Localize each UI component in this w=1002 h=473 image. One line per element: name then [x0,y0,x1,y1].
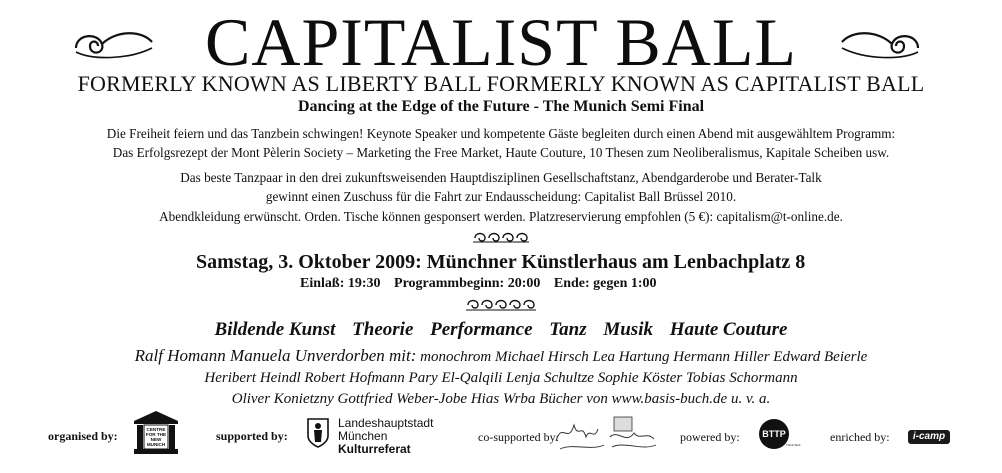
intro-line: Das beste Tanzpaar in den drei zukunftsweisenden Hauptdisziplinen Gesellschaftstanz, Abendgarderobe und Berater-Talk [180,170,822,185]
intro-paragraph-1 [0,124,1002,162]
event-subtitle: Dancing at the Edge of the Future - The Munich Semi Final [297,98,705,115]
swirl-divider-icon [471,230,531,244]
category-item: Tanz [549,319,587,340]
category-item: Bildende Kunst [214,319,336,340]
event-title: CAPITALIST BALL [205,4,797,80]
event-date-venue: Samstag, 3. Oktober 2009: Münchner Künstlerhaus am Lenbachplatz 8 [196,251,806,273]
munich-coat-of-arms-icon [307,418,329,448]
end-time: Ende: gegen 1:00 [553,276,657,291]
dress-code-line: Abendkleidung erwünscht. Orden. Tische können gesponsert werden. Platzreservierung empfohlen (5 €): capitalism@t-online.de. [159,209,843,224]
supported-by-label: supported by: [216,429,288,443]
category-item: Haute Couture [669,319,788,340]
co-sponsor-handwritten-logo-icon [552,411,660,455]
artists-line: Oliver Konietzny Gottfried Weber-Jobe Hias Wrba Bücher von www.basis-buch.de u. v. a. [231,391,771,407]
category-item: Musik [603,319,653,340]
svg-text:BTTP: BTTP [762,429,786,439]
doors-time: Einlaß: 19:30 [300,276,381,291]
formerly-known-line: FORMERLY KNOWN AS LIBERTY BALL FORMERLY KNOWN AS CAPITALIST BALL [77,71,925,96]
event-times [300,275,667,293]
intro-line: gewinnt einen Zuschuss für die Fahrt zur Endausscheidung: Capitalist Ball Brüssel 2010. [265,189,737,204]
program-start-time: Programmbeginn: 20:00 [394,276,541,291]
co-supported-by-label: co-supported by: [478,430,559,444]
lhm-line: München [338,429,388,443]
svg-text:NEW: NEW [150,437,162,442]
organised-by-label: organised by: [48,429,118,443]
i-camp-logo: i-camp [908,430,950,444]
category-item: Performance [430,319,533,340]
divider-ornament [0,229,1002,248]
intro-paragraph-3 [0,207,1002,226]
intro-paragraph-2 [0,168,1002,206]
centre-for-the-new-munich-logo-icon [132,409,180,455]
lhm-line: Kulturreferat [338,442,411,456]
powered-by-label: powered by: [680,430,740,444]
lhm-kulturreferat-logo [338,417,433,456]
svg-text:CENTRE: CENTRE [146,427,166,432]
enriched-by-label: enriched by: [830,430,890,444]
scroll-ornament-right-icon [838,24,922,64]
organizers-names: Ralf Homann Manuela Unverdorben mit: [134,346,417,365]
artists-names: monochrom Michael Hirsch Lea Hartung Hermann Hiller Edward Beierle [416,349,868,365]
svg-text:Think Tank: Think Tank [786,443,801,447]
intro-line: Das Erfolgsrezept der Mont Pèlerin Society – Marketing the Free Market, Haute Couture, 10 Thesen zum Neoliberalismus, Kapitale Scheiben usw. [112,145,890,160]
artists-line: Heribert Heindl Robert Hofmann Pary El-Qalqili Lenja Schultze Sophie Köster Tobias Schormann [204,370,798,386]
title-row [0,6,1002,78]
artists-line [0,345,1002,368]
category-item: Theorie [352,319,414,340]
intro-line: Die Freiheit feiern und das Tanzbein schwingen! Keynote Speaker und kompetente Gäste begleiten durch einen Abend mit ausgewähltem Programm: [106,126,896,141]
svg-text:FOR THE: FOR THE [145,432,167,437]
lhm-line: Landeshauptstadt [338,416,434,430]
categories-line [0,318,1002,342]
divider-ornament [0,296,1002,316]
artists-list [0,345,1002,410]
bttp-logo-icon [758,418,801,450]
svg-text:MUNICH: MUNICH [146,442,166,447]
swirl-divider-icon [464,296,538,312]
